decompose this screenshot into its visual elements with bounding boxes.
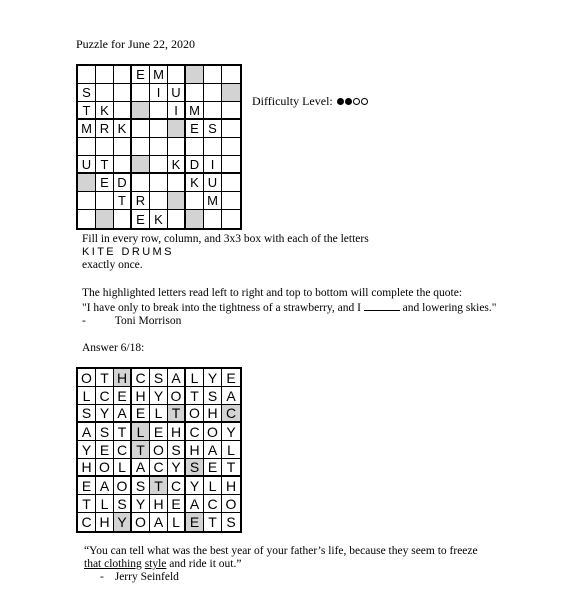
answer-cell: T — [78, 495, 96, 513]
instructions-letters: KITE DRUMS — [82, 246, 174, 258]
puzzle-cell[interactable] — [204, 84, 222, 102]
puzzle-cell[interactable]: S — [78, 84, 96, 102]
answer-cell: L — [132, 423, 150, 441]
puzzle-cell[interactable]: S — [204, 120, 222, 138]
puzzle-cell[interactable] — [222, 66, 240, 84]
quote-before: "I have only to break into the tightness of a strawberry, and I — [82, 302, 361, 314]
quote-after: and lowering skies." — [402, 302, 497, 314]
answer-cell: O — [132, 513, 150, 531]
puzzle-cell[interactable]: U — [78, 156, 96, 174]
puzzle-cell[interactable] — [132, 174, 150, 192]
answer-cell: H — [222, 477, 240, 495]
instructions-line1: Fill in every row, column, and 3x3 box with each of the letters — [82, 233, 369, 245]
puzzle-cell[interactable]: E — [96, 174, 114, 192]
puzzle-cell[interactable] — [78, 192, 96, 210]
answer-cell: C — [114, 441, 132, 459]
puzzle-cell[interactable] — [78, 210, 96, 228]
answer-cell: O — [204, 423, 222, 441]
puzzle-cell[interactable]: K — [114, 120, 132, 138]
quote-hint-intro: The highlighted letters read left to right and top to bottom will complete the quote: — [82, 287, 463, 299]
puzzle-cell[interactable] — [114, 138, 132, 156]
answer-quote — [84, 545, 478, 584]
answer-cell: C — [150, 459, 168, 477]
difficulty-dot-icon — [361, 98, 368, 105]
answer-cell: H — [96, 513, 114, 531]
answer-quote-dash: - — [100, 571, 104, 583]
puzzle-cell[interactable] — [186, 210, 204, 228]
answer-quote-line1: “You can tell what was the best year of your father’s life, because they seem to freeze — [84, 545, 478, 557]
answer-cell: O — [78, 369, 96, 387]
answer-cell: L — [168, 513, 186, 531]
answer-cell: T — [204, 513, 222, 531]
puzzle-cell[interactable] — [132, 156, 150, 174]
puzzle-cell[interactable]: M — [204, 192, 222, 210]
puzzle-cell[interactable]: U — [204, 174, 222, 192]
puzzle-cell[interactable]: I — [204, 156, 222, 174]
puzzle-cell[interactable] — [114, 210, 132, 228]
difficulty-dot-icon — [353, 98, 360, 105]
answer-cell: C — [204, 495, 222, 513]
answer-cell: Y — [132, 495, 150, 513]
puzzle-cell[interactable]: R — [96, 120, 114, 138]
answer-cell: A — [168, 369, 186, 387]
puzzle-cell[interactable] — [96, 210, 114, 228]
puzzle-cell[interactable] — [168, 174, 186, 192]
instructions-line3: exactly once. — [82, 259, 143, 271]
puzzle-cell[interactable] — [150, 138, 168, 156]
difficulty-label: Difficulty Level: — [252, 94, 333, 108]
puzzle-cell[interactable]: K — [168, 156, 186, 174]
answer-cell: L — [114, 459, 132, 477]
answer-cell: Y — [186, 477, 204, 495]
answer-cell: A — [186, 495, 204, 513]
answer-cell: T — [222, 459, 240, 477]
answer-cell: S — [150, 369, 168, 387]
answer-cell: E — [114, 387, 132, 405]
answer-cell: E — [204, 459, 222, 477]
answer-cell: O — [114, 477, 132, 495]
answer-cell: S — [114, 495, 132, 513]
puzzle-cell[interactable]: D — [114, 174, 132, 192]
puzzle-cell[interactable]: M — [186, 102, 204, 120]
answer-cell: S — [186, 459, 204, 477]
puzzle-cell[interactable]: M — [150, 66, 168, 84]
puzzle-cell[interactable] — [150, 120, 168, 138]
answer-cell: Y — [114, 513, 132, 531]
answer-cell: E — [222, 369, 240, 387]
puzzle-cell[interactable] — [114, 66, 132, 84]
answer-grid — [76, 367, 242, 533]
puzzle-cell[interactable] — [150, 156, 168, 174]
answer-cell: O — [150, 441, 168, 459]
puzzle-cell[interactable]: D — [186, 156, 204, 174]
puzzle-cell[interactable] — [204, 102, 222, 120]
answer-cell: C — [168, 477, 186, 495]
puzzle-cell[interactable] — [222, 192, 240, 210]
puzzle-title: Puzzle for June 22, 2020 — [76, 37, 195, 51]
answer-cell: H — [186, 441, 204, 459]
puzzle-cell[interactable] — [96, 66, 114, 84]
answer-cell: A — [204, 441, 222, 459]
answer-label: Answer 6/18: — [82, 342, 145, 354]
answer-cell: L — [150, 405, 168, 423]
answer-cell: A — [150, 513, 168, 531]
answer-cell: T — [168, 405, 186, 423]
puzzle-cell[interactable] — [204, 66, 222, 84]
quote-attribution — [82, 315, 496, 328]
answer-cell: Y — [204, 369, 222, 387]
quote-line — [82, 300, 496, 315]
answer-cell: A — [132, 459, 150, 477]
puzzle-cell[interactable] — [168, 210, 186, 228]
answer-cell: L — [96, 495, 114, 513]
answer-cell: C — [78, 513, 96, 531]
difficulty-level — [252, 94, 368, 109]
puzzle-cell[interactable] — [78, 66, 96, 84]
answer-cell: T — [132, 441, 150, 459]
puzzle-cell[interactable] — [222, 84, 240, 102]
puzzle-cell[interactable] — [222, 156, 240, 174]
puzzle-cell[interactable]: R — [132, 192, 150, 210]
puzzle-cell[interactable]: I — [168, 102, 186, 120]
answer-cell: O — [168, 387, 186, 405]
quote-dash: - — [82, 315, 86, 327]
answer-cell: Y — [222, 423, 240, 441]
answer-cell: A — [114, 405, 132, 423]
answer-cell: S — [226, 514, 236, 530]
answer-quote-line2 — [84, 558, 478, 571]
answer-cell: O — [186, 405, 204, 423]
puzzle-cell[interactable] — [222, 174, 240, 192]
puzzle-cell[interactable] — [204, 138, 222, 156]
puzzle-cell[interactable]: K — [186, 174, 204, 192]
puzzle-cell[interactable] — [96, 192, 114, 210]
puzzle-cell[interactable] — [150, 102, 168, 120]
puzzle-cell[interactable] — [96, 84, 114, 102]
puzzle-cell[interactable] — [114, 102, 132, 120]
puzzle-cell[interactable] — [78, 138, 96, 156]
puzzle-cell[interactable]: T — [78, 102, 96, 120]
puzzle-cell[interactable] — [168, 120, 186, 138]
puzzle-cell[interactable] — [186, 192, 204, 210]
quote-blank — [364, 300, 400, 311]
answer-cell: H — [150, 495, 168, 513]
puzzle-cell[interactable] — [168, 138, 186, 156]
puzzle-cell[interactable]: K — [96, 102, 114, 120]
puzzle-cell[interactable] — [186, 138, 204, 156]
answer-cell: H — [78, 459, 96, 477]
answer-cell: T — [96, 369, 114, 387]
puzzle-cell[interactable]: M — [78, 120, 96, 138]
puzzle-cell[interactable]: T — [114, 192, 132, 210]
puzzle-cell[interactable] — [132, 102, 150, 120]
puzzle-cell[interactable] — [132, 138, 150, 156]
puzzle-cell[interactable] — [168, 66, 186, 84]
answer-cell: S — [96, 423, 114, 441]
puzzle-cell[interactable] — [132, 120, 150, 138]
answer-cell: E — [150, 423, 168, 441]
puzzle-cell[interactable] — [150, 174, 168, 192]
answer-cell: C — [186, 423, 204, 441]
puzzle-cell[interactable] — [114, 156, 132, 174]
puzzle-cell[interactable]: T — [96, 156, 114, 174]
answer-quote-line2-end: and ride it out.” — [166, 558, 242, 570]
answer-cell: L — [222, 441, 240, 459]
quote-hint — [82, 287, 496, 328]
answer-cell: E — [96, 441, 114, 459]
puzzle-cell[interactable] — [114, 84, 132, 102]
answer-cell: E — [168, 495, 186, 513]
answer-quote-underlined2: style — [144, 558, 167, 570]
answer-cell: H — [204, 405, 222, 423]
answer-cell: L — [78, 387, 96, 405]
answer-cell: H — [168, 423, 186, 441]
difficulty-dots — [337, 98, 368, 105]
answer-cell: H — [114, 369, 132, 387]
answer-cell: T — [150, 477, 168, 495]
answer-cell: A — [78, 423, 96, 441]
puzzle-cell[interactable] — [168, 192, 186, 210]
answer-cell: S — [132, 477, 150, 495]
puzzle-cell[interactable] — [222, 138, 240, 156]
puzzle-cell[interactable] — [150, 192, 168, 210]
answer-cell: C — [132, 369, 150, 387]
puzzle-cell[interactable]: I — [150, 84, 168, 102]
puzzle-cell[interactable] — [132, 84, 150, 102]
answer-cell: L — [186, 369, 204, 387]
answer-cell: C — [96, 387, 114, 405]
answer-cell: O — [222, 495, 240, 513]
puzzle-cell[interactable]: E — [186, 120, 204, 138]
answer-quote-attribution — [84, 571, 478, 584]
answer-cell: Y — [96, 405, 114, 423]
answer-cell: A — [96, 477, 114, 495]
answer-cell: E — [132, 405, 150, 423]
answer-cell: T — [186, 387, 204, 405]
answer-cell: Y — [150, 387, 168, 405]
answer-cell: Y — [168, 459, 186, 477]
puzzle-cell[interactable]: E — [132, 66, 150, 84]
puzzle-cell[interactable] — [222, 210, 240, 228]
answer-cell: S — [78, 405, 96, 423]
answer-cell: S — [168, 441, 186, 459]
puzzle-cell[interactable] — [222, 102, 240, 120]
quote-author: Toni Morrison — [114, 315, 182, 327]
answer-quote-author: Jerry Seinfeld — [114, 571, 179, 583]
answer-cell: Y — [78, 441, 96, 459]
puzzle-cell[interactable] — [186, 66, 204, 84]
answer-cell: S — [204, 387, 222, 405]
answer-cell: T — [114, 423, 132, 441]
instructions — [82, 233, 369, 272]
answer-cell: H — [132, 387, 150, 405]
difficulty-dot-icon — [337, 98, 344, 105]
puzzle-cell[interactable] — [78, 174, 96, 192]
puzzle-cell[interactable] — [186, 84, 204, 102]
answer-cell: L — [204, 477, 222, 495]
puzzle-cell[interactable] — [96, 138, 114, 156]
answer-cell: C — [222, 405, 240, 423]
difficulty-dot-icon — [345, 98, 352, 105]
puzzle-grid[interactable] — [76, 64, 242, 230]
puzzle-cell[interactable]: E — [132, 210, 150, 228]
puzzle-cell[interactable] — [204, 210, 222, 228]
answer-cell: E — [186, 513, 204, 531]
answer-quote-underlined1: that clothing — [84, 558, 142, 570]
answer-cell: E — [78, 477, 96, 495]
puzzle-cell[interactable]: U — [168, 84, 186, 102]
puzzle-cell[interactable]: K — [150, 210, 168, 228]
answer-cell: A — [222, 387, 240, 405]
puzzle-cell[interactable] — [222, 120, 240, 138]
answer-cell: O — [96, 459, 114, 477]
